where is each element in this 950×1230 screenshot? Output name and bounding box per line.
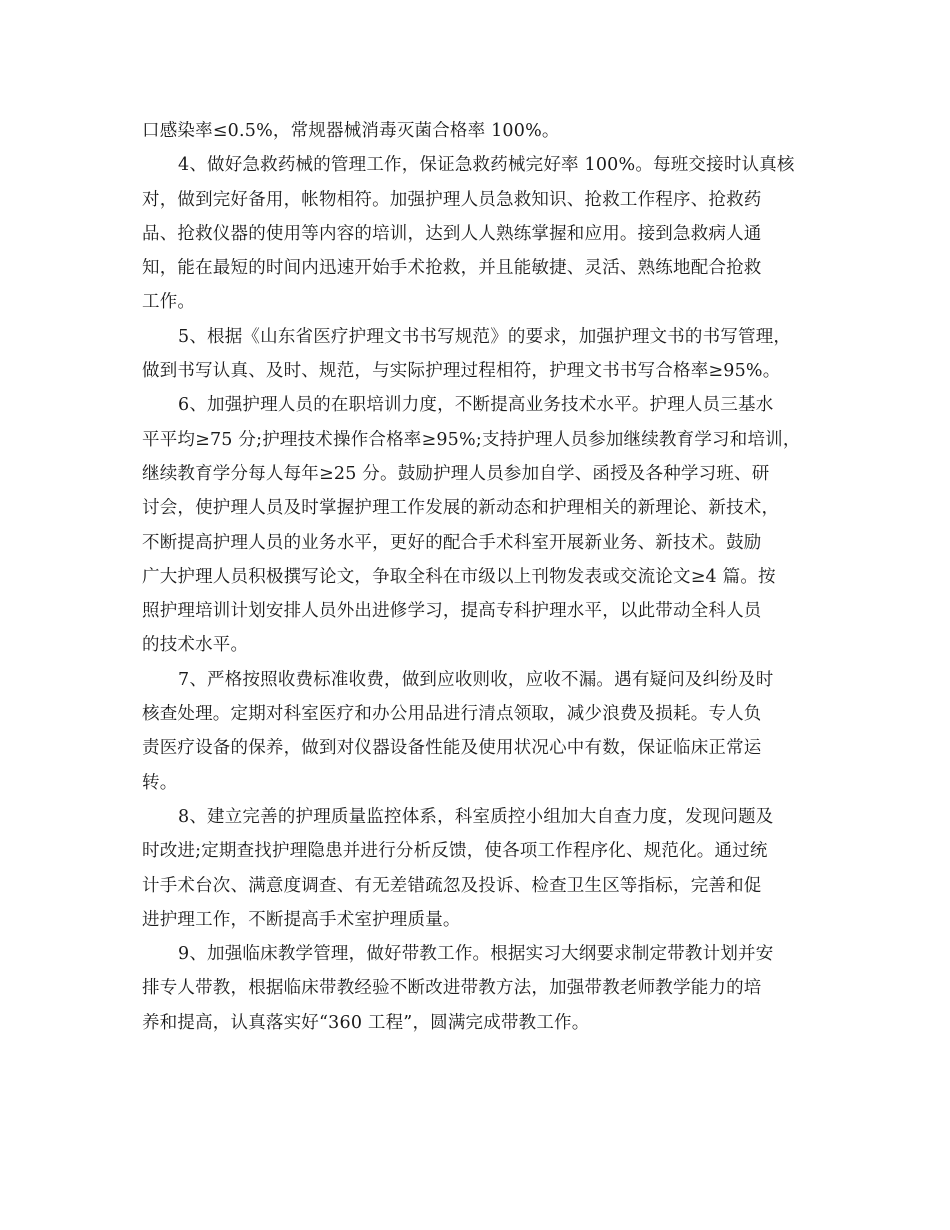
text-line: 5、根据《山东省医疗护理文书书写规范》的要求，加强护理文书的书写管理， [178,326,792,347]
text-line: 转。 [142,772,178,793]
text-line: 养和提高，认真落实好“360 工程”，圆满完成带教工作。 [142,1012,590,1033]
text-line: 8、建立完善的护理质量监控体系，科室质控小组加大自查力度，发现问题及 [178,806,774,827]
text-line: 4、做好急救药械的管理工作，保证急救药械完好率 100%。每班交接时认真核 [178,155,795,176]
text-line: 核查处理。定期对科室医疗和办公用品进行清点领取，减少浪费及损耗。专人负 [142,704,762,725]
text-line: 做到书写认真、及时、规范，与实际护理过程相符，护理文书书写合格率≥95%。 [142,361,781,382]
text-line: 讨会，使护理人员及时掌握护理工作发展的新动态和护理相关的新理论、新技术， [142,498,780,519]
text-line: 7、严格按照收费标准收费，做到应收则收，应收不漏。遇有疑问及纠纷及时 [178,669,774,690]
text-line: 工作。 [142,292,196,313]
text-line: 平平均≥75 分;护理技术操作合格率≥95%;支持护理人员参加继续教育学习和培训， [142,429,801,450]
text-line: 品、抢救仪器的使用等内容的培训，达到人人熟练掌握和应用。接到急救病人通 [142,223,762,244]
text-line: 广大护理人员积极撰写论文，争取全科在市级以上刊物发表或交流论文≥4 篇。按 [142,566,776,587]
text-line: 进护理工作，不断提高手术室护理质量。 [142,909,461,930]
text-line: 照护理培训计划安排人员外出进修学习，提高专科护理水平，以此带动全科人员 [142,601,762,622]
document-body [142,114,832,1040]
text-line: 时改进;定期查找护理隐患并进行分析反馈，使各项工作程序化、规范化。通过统 [142,841,768,862]
text-line: 不断提高护理人员的业务水平，更好的配合手术科室开展新业务、新技术。鼓励 [142,532,762,553]
text-line: 口感染率≤0.5%，常规器械消毒灭菌合格率 100%。 [142,121,560,141]
text-line: 计手术台次、满意度调查、有无差错疏忽及投诉、检查卫生区等指标，完善和促 [142,875,762,896]
text-line: 6、加强护理人员的在职培训力度，不断提高业务技术水平。护理人员三基水 [178,395,774,416]
text-line: 对，做到完好备用，帐物相符。加强护理人员急救知识、抢救工作程序、抢救药 [142,189,762,210]
text-line: 排专人带教，根据临床带教经验不断改进带教方法，加强带教老师教学能力的培 [142,978,762,999]
text-line: 9、加强临床教学管理，做好带教工作。根据实习大纲要求制定带教计划并安 [178,944,774,965]
text-line: 的技术水平。 [142,635,249,656]
text-line: 责医疗设备的保养，做到对仪器设备性能及使用状况心中有数，保证临床正常运 [142,738,762,759]
text-line: 继续教育学分每人每年≥25 分。鼓励护理人员参加自学、函授及各种学习班、研 [142,463,770,484]
text-line: 知，能在最短的时间内迅速开始手术抢救，并且能敏捷、灵活、熟练地配合抢救 [142,258,762,279]
